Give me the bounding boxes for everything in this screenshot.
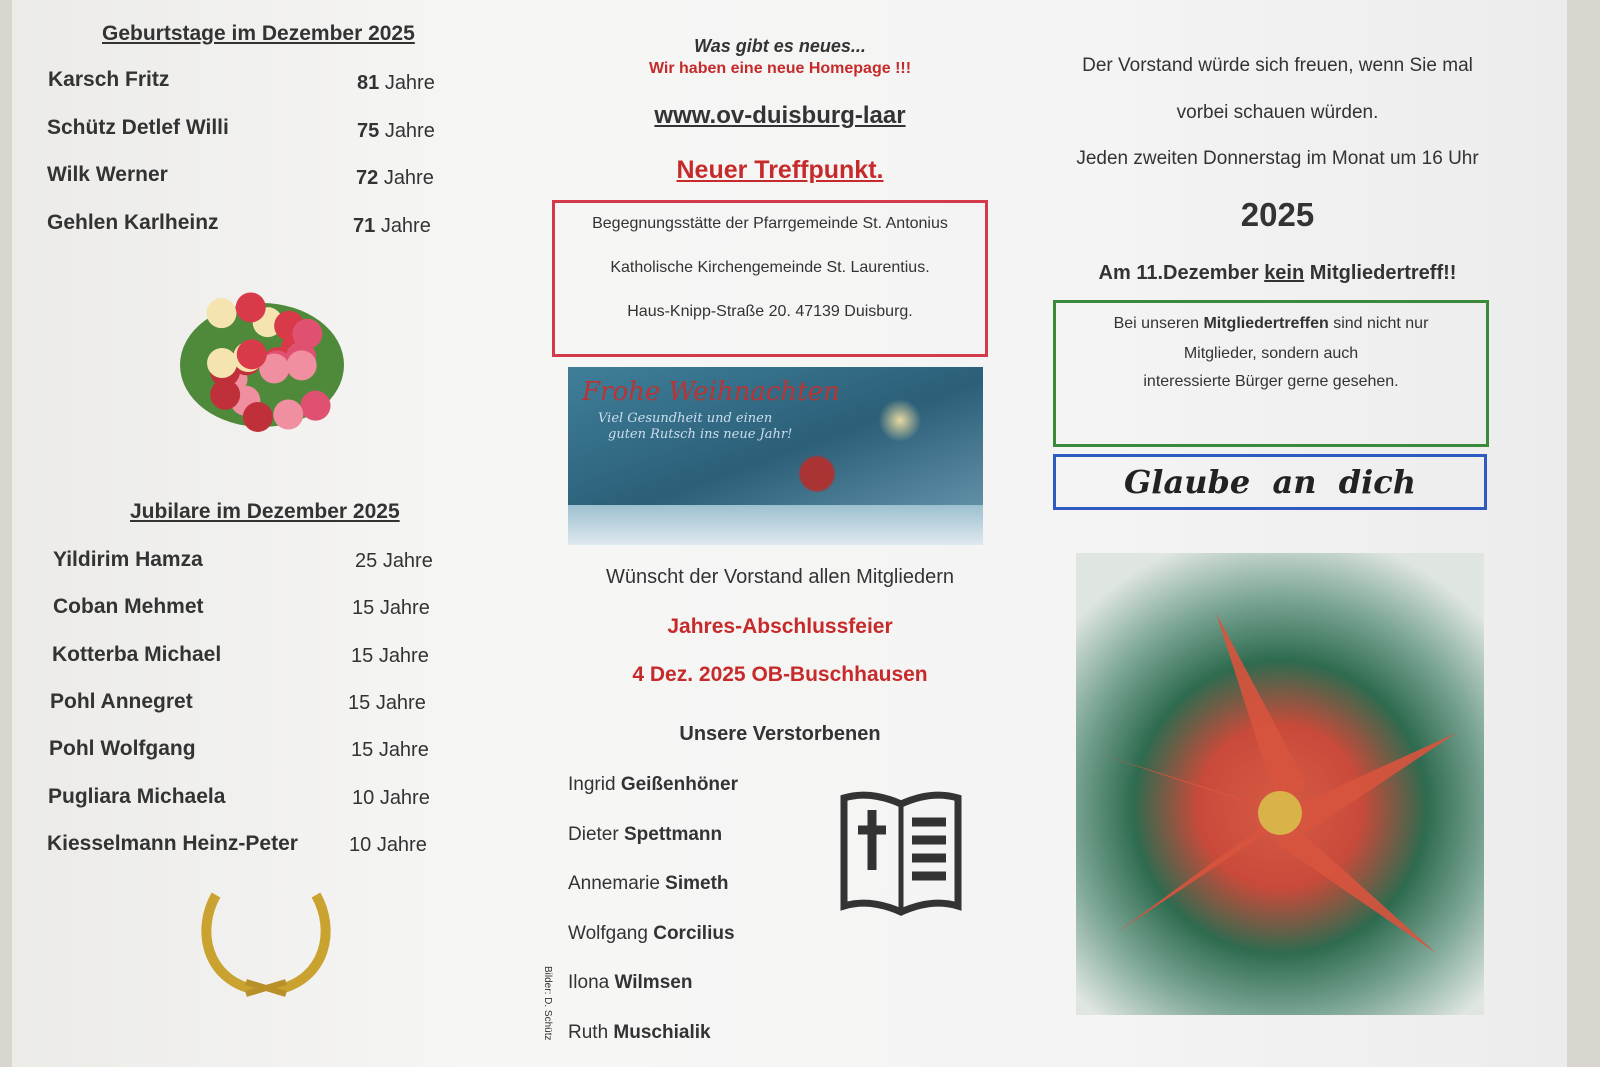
info-text: Bei unseren xyxy=(1113,315,1204,332)
christmas-card-image xyxy=(568,367,983,545)
address-line: Katholische Kirchengemeinde St. Laurentius. xyxy=(610,259,930,276)
jubilee-name: Coban Mehmet xyxy=(53,595,204,619)
intro-line: Der Vorstand würde sich freuen, wenn Sie mal xyxy=(1082,55,1473,76)
deceased-name: Dieter Spettmann xyxy=(568,823,723,845)
info-bold: Mitgliedertreffen xyxy=(1203,315,1329,332)
birthday-age: 72 Jahre xyxy=(356,167,434,189)
address-line: Begegnungsstätte der Pfarrgemeinde St. Antonius xyxy=(592,215,948,232)
notice-kein: kein xyxy=(1264,262,1305,284)
jubilee-name: Pohl Annegret xyxy=(50,689,193,713)
deceased-name: Ingrid Geißenhöner xyxy=(568,774,738,795)
birthday-age: 81 Jahre xyxy=(357,72,435,94)
poinsettia-image xyxy=(1076,553,1484,1015)
image-credit: Bilder: D. Schütz xyxy=(542,966,553,1041)
birthday-age: 71 Jahre xyxy=(353,215,431,237)
jubilee-age: 15 Jahre xyxy=(351,644,429,667)
event-title: Jahres-Abschlussfeier xyxy=(667,615,893,638)
info-text: Mitglieder, sondern auch xyxy=(1183,345,1359,362)
birthdays-title: Geburtstage im Dezember 2025 xyxy=(102,22,415,45)
event-date: 4 Dez. 2025 OB-Buschhausen xyxy=(632,663,928,686)
jubilee-age: 10 Jahre xyxy=(352,786,430,809)
birthday-name: Wilk Werner xyxy=(47,163,168,186)
notice-text: Am 11.Dezember xyxy=(1098,262,1265,284)
deceased-title: Unsere Verstorbenen xyxy=(679,723,881,745)
birthday-name: Gehlen Karlheinz xyxy=(47,211,219,234)
card-line: guten Rutsch ins neue Jahr! xyxy=(608,427,793,442)
year-heading: 2025 xyxy=(1240,196,1315,233)
info-text: sind nicht nur xyxy=(1328,315,1429,332)
jubilee-name: Kiesselmann Heinz-Peter xyxy=(47,831,298,855)
deceased-name: Wolfgang Corcilius xyxy=(568,922,735,944)
birthday-age: 75 Jahre xyxy=(357,120,435,142)
card-title: Frohe Weihnachten xyxy=(582,377,840,407)
deceased-name: Ilona Wilmsen xyxy=(568,972,693,994)
info-box xyxy=(1053,300,1489,447)
jubilee-name: Kotterba Michael xyxy=(52,642,222,666)
news-title: Was gibt es neues... xyxy=(694,36,866,56)
jubilee-name: Yildirim Hamza xyxy=(53,548,203,571)
jubilee-name: Pohl Wolfgang xyxy=(49,737,196,761)
birthday-name: Schütz Detlef Willi xyxy=(47,116,229,139)
meeting-title: Neuer Treffpunkt. xyxy=(676,156,884,184)
jubilee-age: 15 Jahre xyxy=(351,739,429,762)
info-text: interessierte Bürger gerne gesehen. xyxy=(1143,373,1399,390)
news-subtitle: Wir haben eine neue Homepage !!! xyxy=(648,60,912,77)
notice-text: Mitgliedertreff!! xyxy=(1304,262,1457,284)
meeting-schedule: Jeden zweiten Donnerstag im Monat um 16 Uhr xyxy=(1076,148,1479,169)
address-line: Haus-Knipp-Straße 20. 47139 Duisburg. xyxy=(627,303,913,320)
laurel-wreath-image xyxy=(196,890,336,998)
homepage-link[interactable]: www.ov-duisburg-laar xyxy=(654,102,906,129)
jubilee-age: 25 Jahre xyxy=(355,550,433,572)
motto-box: Glaube an dich xyxy=(1053,454,1487,510)
address-box xyxy=(552,200,988,357)
jubilee-age: 15 Jahre xyxy=(352,597,430,620)
jubilee-name: Pugliara Michaela xyxy=(48,784,226,808)
wish-text: Wünscht der Vorstand allen Mitgliedern xyxy=(606,566,954,588)
deceased-name: Ruth Muschialik xyxy=(568,1022,711,1043)
birthday-name: Karsch Fritz xyxy=(48,68,170,91)
bible-icon xyxy=(840,790,962,916)
deceased-name: Annemarie Simeth xyxy=(568,873,729,895)
intro-line: vorbei schauen würden. xyxy=(1176,102,1379,123)
jubilee-age: 15 Jahre xyxy=(348,691,426,714)
december-notice xyxy=(1040,262,1515,285)
jubilee-age: 10 Jahre xyxy=(349,833,427,856)
flower-bouquet-image xyxy=(178,290,346,432)
jubilees-title: Jubilare im Dezember 2025 xyxy=(130,500,400,523)
card-line: Viel Gesundheit und einen xyxy=(598,411,773,426)
